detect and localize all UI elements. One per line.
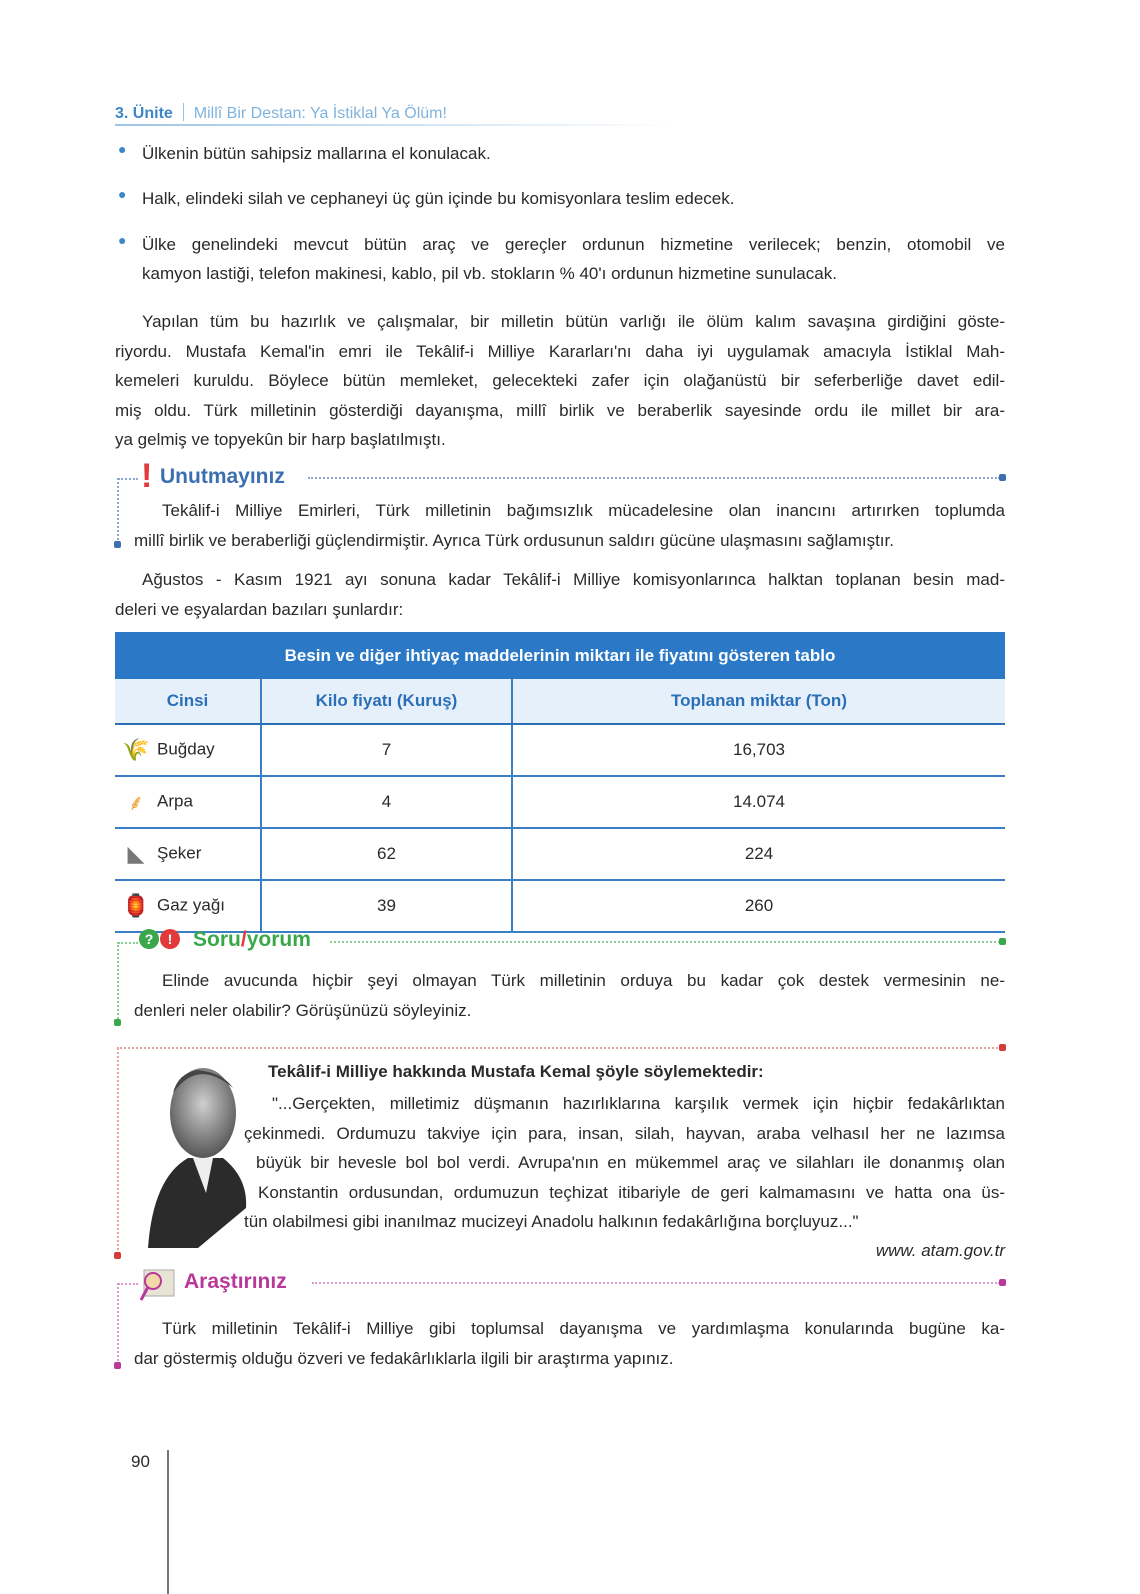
wheat-icon: 🌾 (122, 737, 150, 762)
paragraph-line: miş oldu. Türk milletinin gösterdiği dayanışma, millî birlik ve beraberlik sayesinde ordu ile millet bir ara- (115, 400, 1005, 420)
paragraph-line: denleri neler olabilir? Görüşünüzü söyleyiniz. (134, 1000, 472, 1020)
sugar-icon: ◣ (127, 841, 145, 866)
section-border (118, 1283, 138, 1285)
section-border (312, 1282, 1000, 1284)
section-marker (999, 1044, 1006, 1051)
paragraph-line: Türk milletinin Tekâlif-i Milliye gibi toplumsal dayanışma ve yardımlaşma konularında bugüne ka- (162, 1319, 1005, 1338)
soru-yorum-title: Soru/yorum (193, 928, 311, 951)
page-number: 90 (131, 1452, 150, 1471)
paragraph-line: millî birlik ve beraberliği güçlendirmiştir. Ayrıca Türk ordusunun saldırı gücüne ulaşmasını sağlamıştır. (134, 530, 894, 550)
supplies-table (115, 632, 1005, 933)
section-border (330, 941, 1000, 943)
section-border (118, 942, 138, 944)
section-marker (999, 1279, 1006, 1286)
table-title: Besin ve diğer ihtiyaç maddelerinin miktarı ile fiyatını gösteren tablo (115, 632, 1005, 679)
quote-line: büyük bir hevesle bol bol verdi. Avrupa'nın en mükemmel araç ve silahları ile donanmış olan (256, 1153, 1005, 1172)
section-border (117, 478, 119, 544)
price-cell: 62 (261, 828, 512, 880)
unit-title: Millî Bir Destan: Ya İstiklal Ya Ölüm! (193, 105, 447, 122)
table-row (115, 776, 1005, 828)
paragraph-line: kemeleri kuruldu. Böylece bütün memleket, gelecekteki zafer için olağanüstü bir seferberliğe davet edil- (115, 371, 1005, 390)
section-border (117, 1283, 119, 1365)
quote-border (117, 1047, 1001, 1049)
paragraph-line: ya gelmiş ve topyekûn bir harp başlatılmıştı. (115, 430, 446, 449)
amount-cell: 260 (512, 880, 1005, 932)
section-marker (114, 1362, 121, 1369)
unutmayiniz-text (134, 496, 1005, 555)
column-header: Toplanan miktar (Ton) (512, 679, 1005, 724)
quote-source: www. atam.gov.tr (875, 1241, 1005, 1260)
column-header: Cinsi (115, 679, 261, 724)
item-name: Gaz yağı (157, 895, 226, 915)
paragraph-line: Yapılan tüm bu hazırlık ve çalışmalar, bir milletin bütün varlığı ile ölüm kalım savaşına girdiğini göste- (142, 312, 1005, 331)
paragraph-line: Tekâlif-i Milliye Emirleri, Türk milletinin bağımsızlık mücadelesine olan inancını artırırken toplumda (162, 501, 1005, 520)
quote-border (117, 1048, 119, 1254)
amount-cell: 14.074 (512, 776, 1005, 828)
item-name: Arpa (157, 791, 193, 811)
section-marker (999, 474, 1006, 481)
price-cell: 4 (261, 776, 512, 828)
section-marker (114, 1019, 121, 1026)
arastiriniz-title: Araştırınız (184, 1270, 287, 1293)
table-row (115, 828, 1005, 880)
bullet-text: Halk, elindeki silah ve cephaneyi üç gün içinde bu komisyonlara teslim edecek. (142, 189, 735, 208)
paragraph (115, 307, 1005, 455)
question-bubbles-icon: ? ! (139, 929, 180, 949)
paragraph-line: dar göstermiş olduğu özveri ve fedakârlıklarla ilgili bir araştırma yapınız. (134, 1348, 674, 1368)
section-marker (999, 938, 1006, 945)
section-border (308, 477, 1000, 479)
unit-label: 3. Ünite (115, 105, 173, 122)
quote-line: çekinmedi. Ordumuzu takviye için para, insan, silah, hayvan, araba velhasıl her ne lazımsa (244, 1123, 1005, 1143)
bullet-text: kamyon lastiği, telefon makinesi, kablo, pil vb. stokların % 40'ı ordunun hizmetine sunulacak. (142, 264, 837, 283)
item-name: Buğday (157, 739, 215, 759)
exclamation-icon: ! (141, 457, 153, 495)
price-cell: 7 (261, 724, 512, 776)
soru-text (134, 966, 1005, 1025)
unutmayiniz-title: Unutmayınız (160, 465, 285, 488)
bullet-text: Ülke genelindeki mevcut bütün araç ve gereçler ordunun hizmetine verilecek; benzin, otomobil ve (142, 235, 1005, 254)
quote-text (244, 1089, 1005, 1237)
portrait-image (138, 1058, 248, 1248)
section-border (117, 942, 119, 1022)
bullet-icon: ● (118, 141, 127, 157)
section-marker (114, 1252, 121, 1259)
section-border (118, 478, 138, 480)
barley-icon: ⸙ (127, 790, 145, 815)
bullet-icon: ● (118, 232, 127, 248)
section-marker (114, 541, 121, 548)
amount-cell: 224 (512, 828, 1005, 880)
paragraph-line: Elinde avucunda hiçbir şeyi olmayan Türk milletinin orduya bu kadar çok destek vermesinin ne- (162, 971, 1005, 990)
arastiriniz-text (134, 1314, 1005, 1373)
paragraph-line: deleri ve eşyalardan bazıları şunlardır: (115, 599, 404, 619)
header-divider (183, 103, 184, 121)
quote-line: "...Gerçekten, milletimiz düşmanın hazırlıklarına karşılık vermek için hiçbir fedakârlıktan (272, 1094, 1005, 1113)
header-underline (115, 124, 675, 126)
bullet-text: Ülkenin bütün sahipsiz mallarına el konulacak. (142, 144, 491, 163)
quote-title: Tekâlif-i Milliye hakkında Mustafa Kemal şöyle söylemektedir: (268, 1062, 764, 1081)
bullet-icon: ● (118, 186, 127, 202)
table-row (115, 880, 1005, 932)
paragraph-line: Ağustos - Kasım 1921 ayı sonuna kadar Tekâlif-i Milliye komisyonlarınca halktan toplanan besin mad- (142, 570, 1005, 589)
lantern-icon: 🏮 (122, 893, 150, 918)
item-name: Şeker (157, 843, 202, 863)
amount-cell: 16,703 (512, 724, 1005, 776)
paragraph (115, 565, 1005, 624)
column-header: Kilo fiyatı (Kuruş) (261, 679, 512, 724)
paragraph-line: riyordu. Mustafa Kemal'in emri ile Tekâlif-i Milliye Kararları'nı daha iyi uygulamak amacıyla İstiklal Mah- (115, 341, 1005, 361)
table-row (115, 724, 1005, 776)
price-cell: 39 (261, 880, 512, 932)
quote-line: tün olabilmesi gibi inanılmaz mucizeyi Anadolu halkının fedakârlığına borçluyuz..." (244, 1212, 859, 1231)
quote-line: Konstantin ordusundan, ordumuzun teçhizat itibariyle de geri kalmamasını ve hatta ona üs- (258, 1182, 1005, 1202)
page-number-divider (167, 1450, 169, 1594)
magnifier-icon (138, 1268, 176, 1302)
unit-header (115, 103, 447, 123)
